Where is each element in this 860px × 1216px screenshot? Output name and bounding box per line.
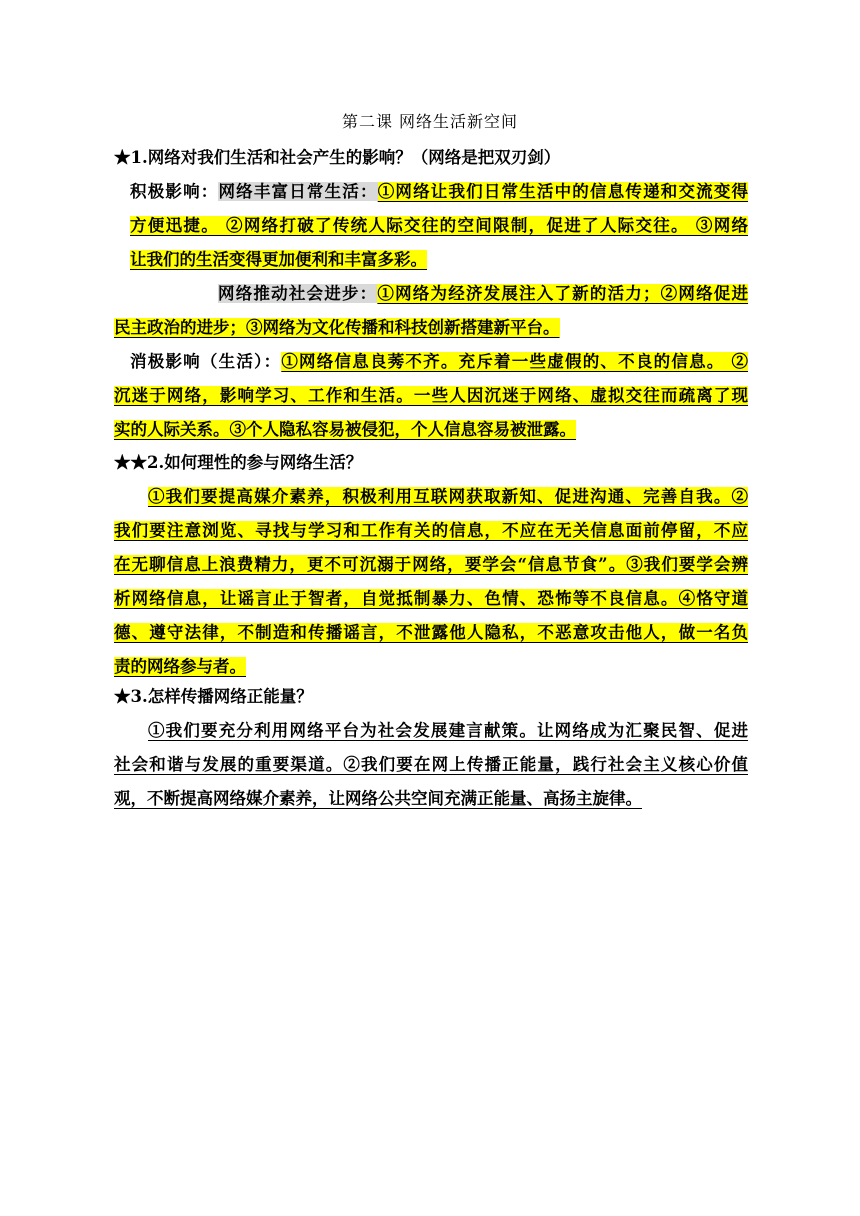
page-title: 第二课 网络生活新空间 (341, 112, 519, 131)
negative-text-3: 实的人际关系。③个人隐私容易被侵犯，个人信息容易被泄露。 (114, 420, 576, 439)
q1-positive2-line-2 (114, 311, 748, 345)
q2-text-4: 析网络信息，让谣言止于智者，自觉抵制暴力、色情、恐怖等不良信息。④恪守道 (114, 589, 748, 608)
q3-line-1 (114, 714, 748, 748)
q2-line-5 (114, 616, 748, 650)
q1-negative-line-3 (114, 413, 748, 447)
positive-1-text-3: 让我们的生活变得更加便利和丰富多彩。 (130, 250, 427, 269)
q3-heading: ★3.怎样传播网络正能量？ (114, 687, 313, 706)
q1-heading: ★1.网络对我们生活和社会产生的影响？（网络是把双刃剑） (114, 148, 561, 167)
q1-positive-line-1 (114, 175, 748, 209)
q2-text-1: ①我们要提高媒介素养，积极利用互联网获取新知、促进沟通、完善自我。② (148, 487, 748, 506)
q2-line-6 (114, 650, 748, 684)
q1-negative-line-2 (114, 379, 748, 413)
q2-line-2 (114, 514, 748, 548)
negative-text-2: 沉迷于网络，影响学习、工作和生活。一些人因沉迷于网络、虚拟交往而疏离了现 (114, 386, 748, 405)
positive-2-label: 网络推动社会进步： (218, 284, 378, 303)
q2-heading: ★★2.如何理性的参与网络生活？ (114, 453, 363, 472)
q2-text-5: 德、遵守法律，不制造和传播谣言，不泄露他人隐私，不恶意攻击他人，做一名负 (114, 623, 748, 642)
q1-negative-line-1 (114, 345, 748, 379)
q3-line-3 (114, 782, 748, 816)
q1-positive2-line-1 (114, 277, 748, 311)
positive-2-text-2: 民主政治的进步；③网络为文化传播和科技创新搭建新平台。 (114, 318, 560, 337)
q2-line-3 (114, 548, 748, 582)
section-q1 (114, 141, 748, 447)
q3-text-3: 观，不断提高网络媒介素养，让网络公共空间充满正能量、高扬主旋律。 (114, 789, 642, 808)
negative-label: 消极影响（生活）： (130, 352, 282, 371)
q2-line-1 (114, 480, 748, 514)
section-q3 (114, 680, 748, 816)
positive-1-text-2: 方便迅捷。 ②网络打破了传统人际交往的空间限制，促进了人际交往。 ③网络 (130, 216, 748, 235)
q2-line-4 (114, 582, 748, 616)
q1-positive-line-3 (114, 243, 748, 277)
q2-text-2: 我们要注意浏览、寻找与学习和工作有关的信息，不应在无关信息面前停留，不应 (114, 521, 748, 540)
q3-text-2: 社会和谐与发展的重要渠道。②我们要在网上传播正能量，践行社会主义核心价值 (114, 755, 748, 774)
section-q2 (114, 446, 748, 684)
negative-text-1: ①网络信息良莠不齐。充斥着一些虚假的、不良的信息。 ② (281, 352, 748, 371)
positive-label: 积极影响： (130, 182, 219, 201)
q2-text-6: 责的网络参与者。 (114, 657, 246, 676)
positive-1-text-1: ①网络让我们日常生活中的信息传递和交流变得 (377, 182, 749, 201)
positive-1-label: 网络丰富日常生活： (218, 182, 378, 201)
q1-positive-line-2 (114, 209, 748, 243)
q3-text-1: ①我们要充分利用网络平台为社会发展建言献策。让网络成为汇聚民智、促进 (148, 721, 748, 740)
q2-text-3: 在无聊信息上浪费精力，更不可沉溺于网络，要学会“信息节食”。③我们要学会辨 (114, 555, 748, 574)
q3-line-2 (114, 748, 748, 782)
positive-2-text-1: ①网络为经济发展注入了新的活力；②网络促进 (377, 284, 749, 303)
